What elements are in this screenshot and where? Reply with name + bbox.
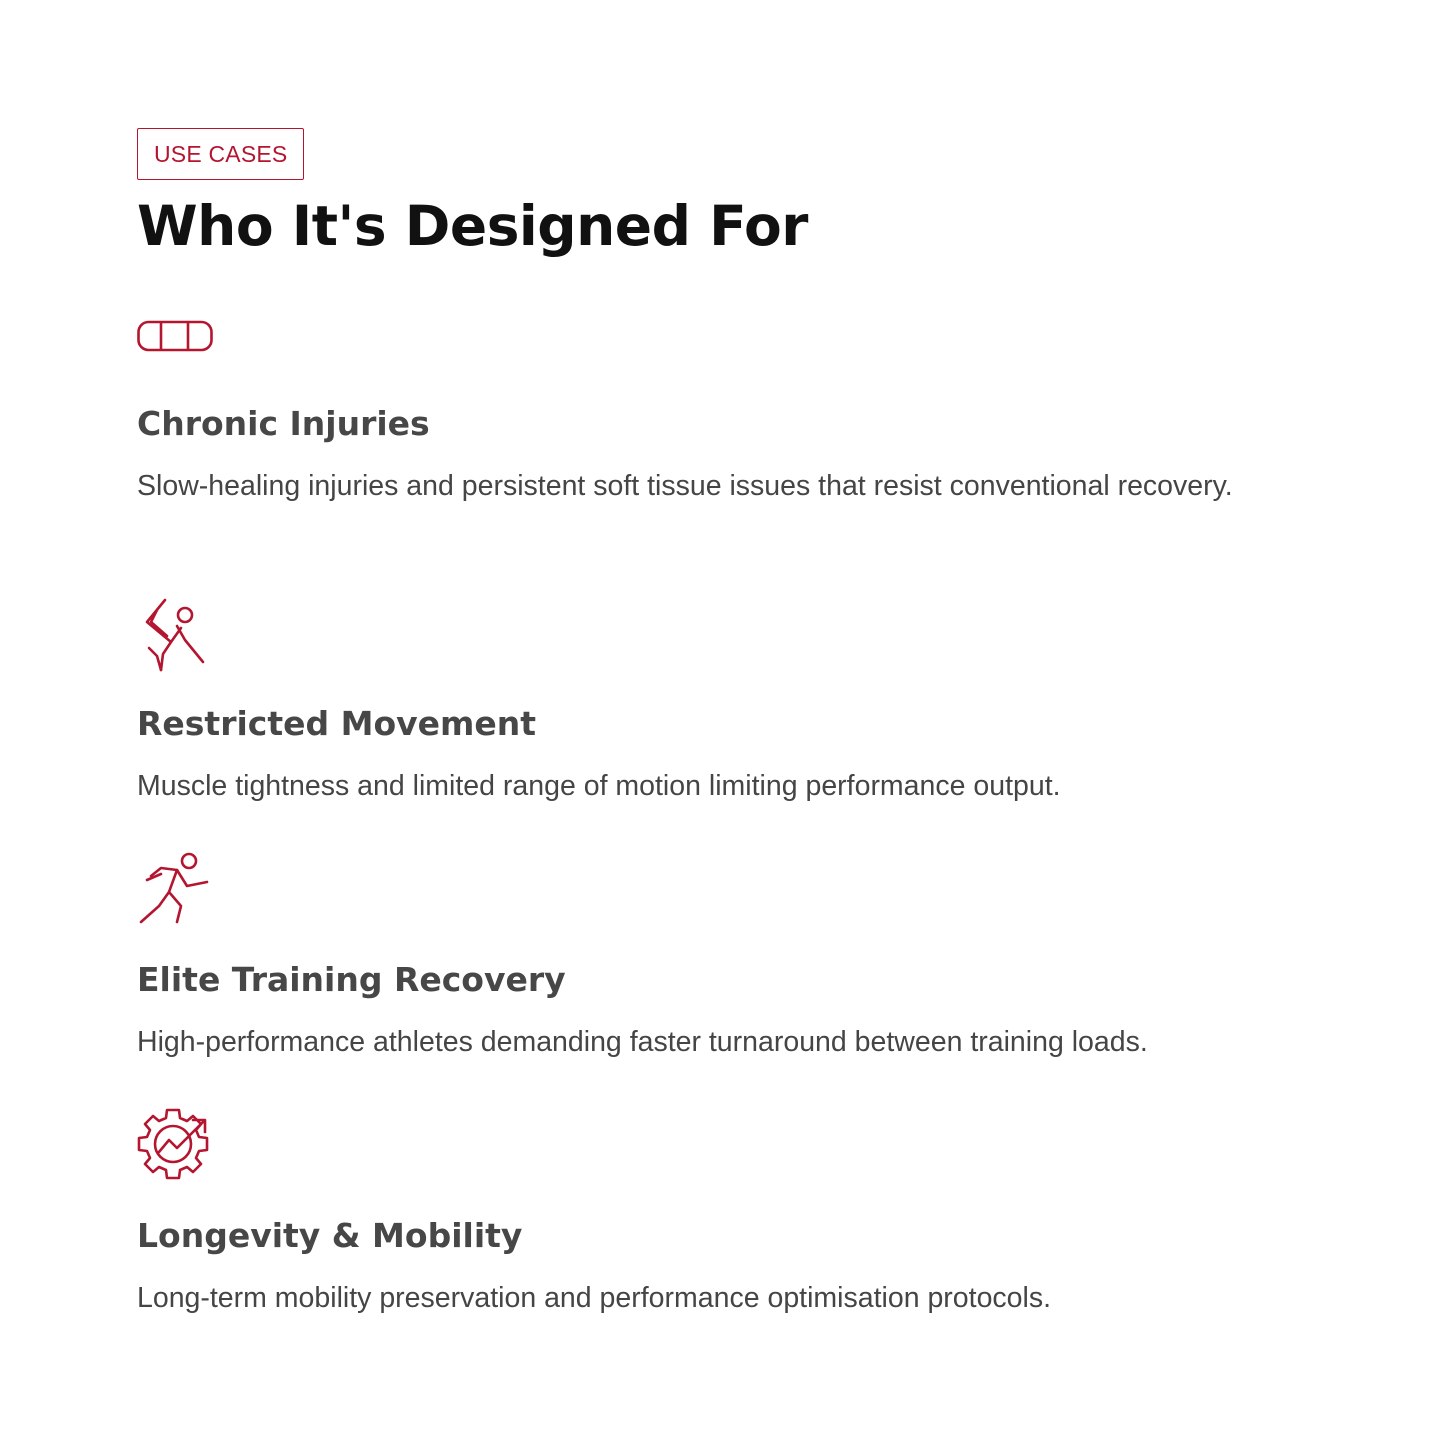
- section-badge: USE CASES: [137, 128, 304, 180]
- list-item-restricted-movement: [137, 596, 217, 676]
- running-person-icon: [137, 850, 217, 930]
- item-description: High-performance athletes demanding faster turnaround between training loads.: [137, 1026, 1148, 1058]
- list-item-longevity-mobility-text: [137, 1216, 1051, 1320]
- list-item-elite-training-recovery-text: [137, 960, 1148, 1064]
- list-item-chronic-injuries: [137, 318, 217, 398]
- item-title: Restricted Movement: [137, 704, 537, 743]
- item-description: Muscle tightness and limited range of motion limiting performance output.: [137, 770, 1061, 802]
- page-title: Who It's Designed For: [137, 194, 808, 258]
- bandage-icon: [137, 318, 217, 398]
- item-description: Long-term mobility preservation and performance optimisation protocols.: [137, 1282, 1052, 1314]
- gear-growth-icon: [137, 1106, 217, 1186]
- list-item-restricted-movement-text: [137, 704, 1061, 808]
- list-item-longevity-mobility: [137, 1106, 217, 1186]
- item-description: Slow-healing injuries and persistent soft tissue issues that resist conventional recovery.: [137, 470, 1233, 502]
- list-item-chronic-injuries-text: [137, 404, 1233, 508]
- stretching-person-icon: [137, 596, 217, 676]
- item-title: Longevity & Mobility: [137, 1216, 523, 1255]
- list-item-elite-training-recovery: [137, 850, 217, 930]
- item-title: Elite Training Recovery: [137, 960, 566, 999]
- item-title: Chronic Injuries: [137, 404, 430, 443]
